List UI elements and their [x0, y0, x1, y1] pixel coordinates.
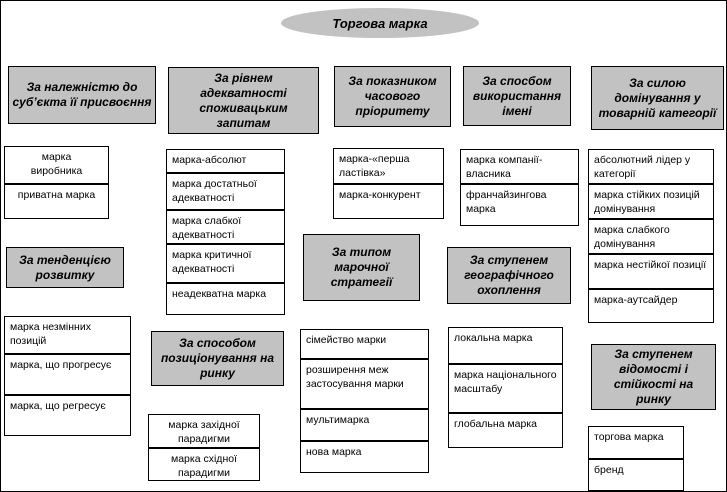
header-dominance-strength: За силою домінування у товарній категорії — [591, 66, 724, 130]
header-geographic-coverage: За ступенем географічного охоплення — [447, 247, 571, 304]
diagram-item: марка-аутсайдер — [588, 289, 714, 323]
diagram-item: марка критичної адекватності — [166, 244, 285, 283]
diagram-item: марка, що прогресує — [4, 354, 131, 395]
diagram-item: локальна марка — [448, 327, 563, 364]
diagram-item: абсолютний лідер у категорії — [588, 149, 714, 184]
header-development-tendency: За тенденцією розвитку — [6, 247, 124, 288]
diagram-item: сімейство марки — [300, 329, 429, 359]
header-name-usage: За спосбом використання імені — [463, 66, 571, 126]
diagram-item: марка слабкої адекватності — [166, 210, 285, 244]
diagram-item: марка нестійкої позиції — [588, 254, 714, 289]
header-time-priority: За показником часового пріоритету — [334, 66, 451, 127]
diagram-item: бренд — [588, 459, 684, 491]
diagram-item: приватна марка — [4, 184, 109, 219]
header-awareness-stability: За ступенем відомості і стійкості на ринку — [591, 344, 716, 410]
diagram-item: марка-абсолют — [166, 149, 285, 173]
diagram-item: марка, що регресує — [4, 395, 131, 436]
header-adequacy: За рівнем адекватності споживацьким запитам — [168, 67, 319, 134]
diagram-item: марка стійких позицій домінування — [588, 184, 714, 219]
diagram-item: марка компанії-власника — [460, 149, 579, 184]
diagram-item: марка національного масштабу — [448, 364, 563, 413]
diagram-item: марка достатньої адекватності — [166, 173, 285, 210]
diagram-item: розширення меж застосування марки — [300, 359, 429, 409]
diagram-item: марка слабкого домінування — [588, 219, 714, 254]
diagram-item: нова марка — [300, 441, 429, 473]
header-ownership: За належністю до суб’єкта її присвоєння — [8, 66, 156, 124]
diagram-item: неадекватна марка — [166, 283, 285, 315]
root-node-ellipse: Торгова марка — [281, 8, 479, 38]
diagram-item: глобальна марка — [448, 413, 563, 448]
diagram-item: марка східної парадигми — [148, 448, 260, 481]
diagram-item: марка незмінних позицій — [4, 316, 131, 354]
diagram-item: торгова марка — [588, 426, 684, 459]
diagram-item: марка-«перша ластівка» — [333, 148, 444, 184]
diagram-item: марка-конкурент — [333, 184, 444, 219]
diagram-item: мультимарка — [300, 409, 429, 441]
diagram-item: франчайзингова марка — [460, 184, 579, 226]
diagram-item: марка західної парадигми — [148, 414, 260, 448]
header-brand-strategy-type: За типом марочної стратегії — [303, 234, 420, 301]
header-market-positioning: За способом позиціонування на ринку — [151, 331, 284, 386]
diagram-item: марка виробника — [4, 146, 109, 184]
